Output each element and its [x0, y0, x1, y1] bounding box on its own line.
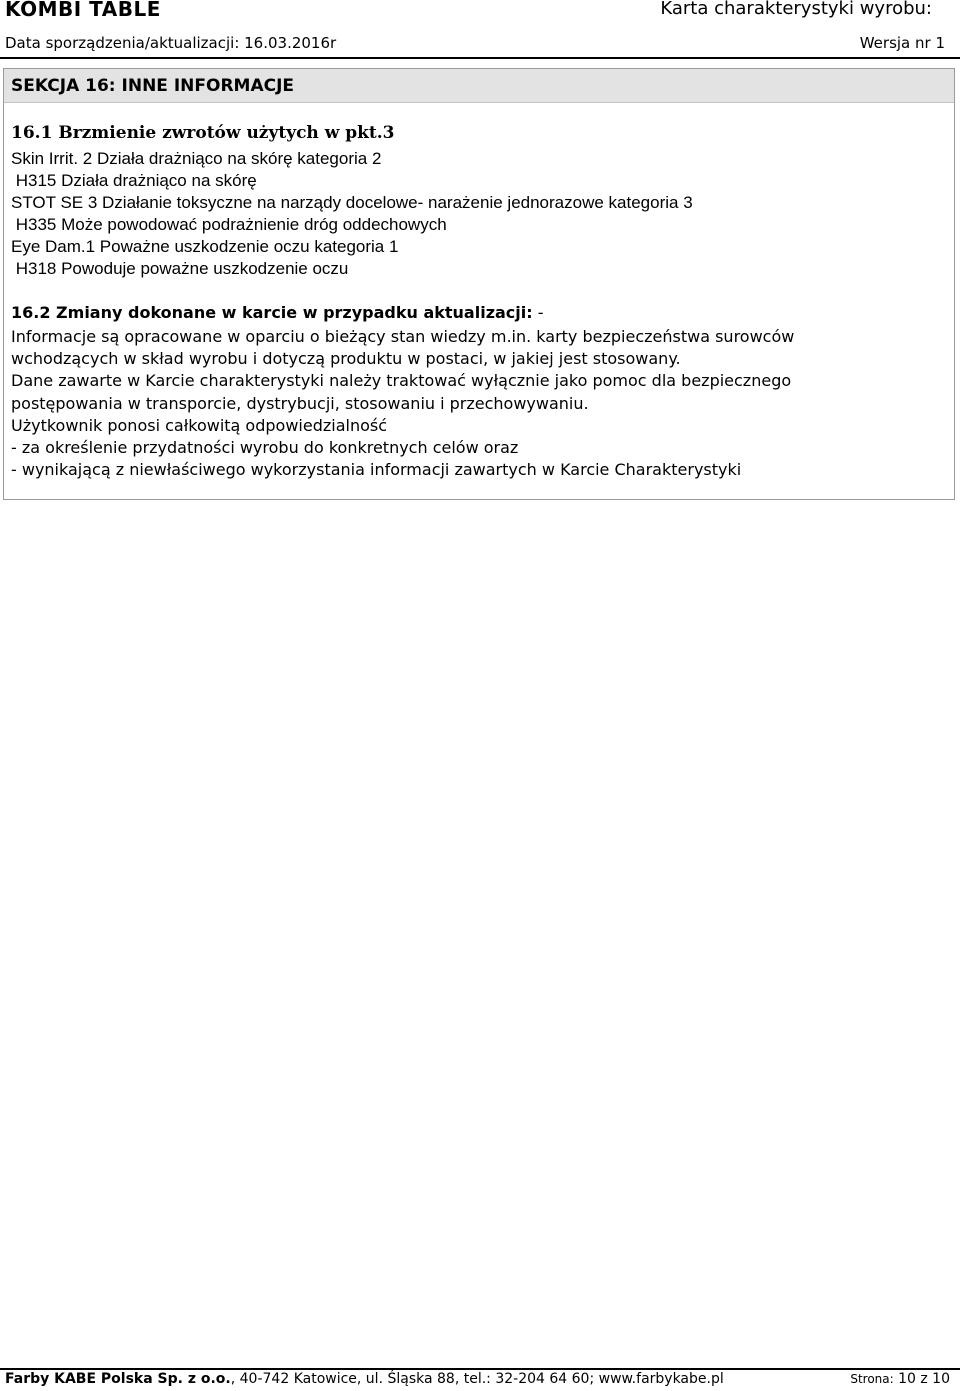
company-name: Farby KABE Polska Sp. z o.o.	[5, 1371, 231, 1387]
subsection-16-2-heading	[11, 303, 544, 322]
paragraph-line: Informacje są opracowane w oparciu o bieżący stan wiedzy m.in. karty bezpieczeństwa surowców	[11, 327, 795, 346]
paragraph-line: Dane zawarte w Karcie charakterystyki należy traktować wyłącznie jako pomoc dla bezpiecznego	[11, 371, 792, 391]
section-header-bar	[4, 69, 954, 103]
section-16-box	[3, 68, 955, 500]
header-divider	[0, 57, 960, 59]
additional-info-paragraph	[11, 326, 794, 481]
subsection-16-2-value: -	[532, 303, 544, 322]
company-info	[5, 1371, 724, 1387]
page-label: Strona:	[850, 1372, 894, 1386]
subsection-16-2-title: 16.2 Zmiany dokonane w karcie w przypadku aktualizacji:	[11, 303, 533, 322]
paragraph-line: - wynikającą z niewłaściwego wykorzystania informacji zawartych w Karcie Charakterystyki	[11, 460, 742, 480]
company-address: , 40-742 Katowice, ul. Śląska 88, tel.: 32-204 64 60; www.farbykabe.pl	[230, 1371, 724, 1387]
hazard-line: H318 Powoduje poważne uszkodzenie oczu	[11, 259, 349, 278]
paragraph-line: wchodzących w skład wyrobu i dotyczą produktu w postaci, w jakiej jest stosowany.	[11, 349, 681, 369]
paragraph-line: - za określenie przydatności wyrobu do konkretnych celów oraz	[11, 438, 519, 458]
hazard-line: Skin Irrit. 2 Działa drażniąco na skórę kategoria 2	[11, 149, 382, 168]
page-number	[850, 1371, 950, 1387]
version-number: Wersja nr 1	[859, 34, 945, 52]
subsection-16-1-title: 16.1 Brzmienie zwrotów użytych w pkt.3	[11, 123, 395, 143]
hazard-line: STOT SE 3 Działanie toksyczne na narządy docelowe- narażenie jednorazowe kategoria 3	[11, 193, 693, 212]
hazard-phrases-list	[11, 148, 693, 280]
hazard-line: H335 Może powodować podrażnienie dróg oddechowych	[11, 215, 447, 234]
product-name: KOMBI TABLE	[5, 0, 161, 21]
hazard-line: Eye Dam.1 Poważne uszkodzenie oczu kategoria 1	[11, 237, 399, 256]
paragraph-line: postępowania w transporcie, dystrybucji, stosowaniu i przechowywaniu.	[11, 393, 589, 413]
page-value: 10 z 10	[893, 1371, 950, 1387]
paragraph-line: Użytkownik ponosi całkowitą odpowiedzialność	[11, 415, 388, 435]
revision-date: Data sporządzenia/aktualizacji: 16.03.2016r	[5, 34, 337, 52]
section-title: SEKCJA 16: INNE INFORMACJE	[11, 76, 295, 96]
hazard-line: H315 Działa drażniąco na skórę	[11, 171, 257, 190]
document-type: Karta charakterystyki wyrobu:	[660, 0, 932, 19]
footer-divider	[0, 1368, 960, 1370]
